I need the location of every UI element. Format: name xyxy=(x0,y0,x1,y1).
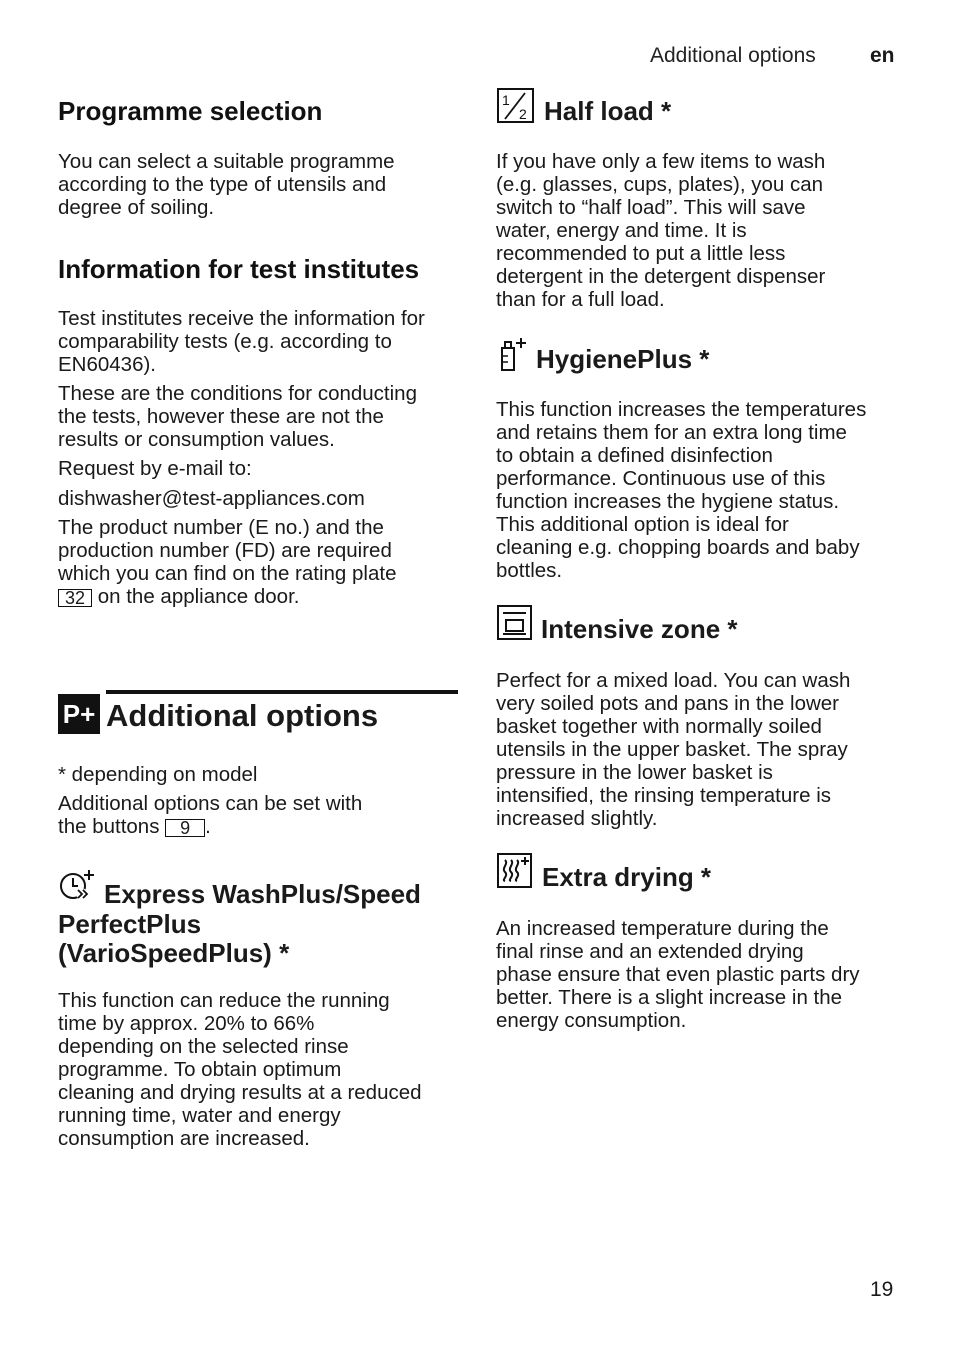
text-line: final rinse and an extended drying xyxy=(496,940,804,963)
text-line: consumption are increased. xyxy=(58,1127,310,1150)
hygiene-plus-heading: HygienePlus * xyxy=(536,344,710,374)
text-line: which you can find on the rating plate xyxy=(58,562,397,585)
half-load-heading: Half load * xyxy=(544,96,672,126)
test-institutes-section xyxy=(58,254,458,284)
test-institutes-heading: Information for test institutes xyxy=(58,254,420,284)
text-line: water, energy and time. It is xyxy=(496,219,747,242)
text-line: (e.g. glasses, cups, plates), you can xyxy=(496,173,824,196)
text-line: the tests, however these are not the xyxy=(58,405,384,428)
model-note xyxy=(58,763,458,786)
p-plus-badge-icon: P+ xyxy=(58,694,100,734)
text-line: pressure in the lower basket is xyxy=(496,761,773,784)
svg-text:1: 1 xyxy=(502,92,510,108)
text-line: cleaning and drying results at a reduced xyxy=(58,1081,422,1104)
test-institutes-para1 xyxy=(58,307,458,376)
extra-drying-heading: Extra drying * xyxy=(542,862,712,892)
svg-text:2: 2 xyxy=(519,106,527,122)
additional-options-title: Additional options xyxy=(106,698,379,733)
text-line: This additional option is ideal for xyxy=(496,513,789,536)
text-line: EN60436). xyxy=(58,353,157,376)
hygiene-plus-icon xyxy=(497,336,529,374)
text-line: phase ensure that even plastic parts dry xyxy=(496,963,860,986)
express-heading-line: PerfectPlus xyxy=(58,909,202,939)
title-rule xyxy=(106,690,458,694)
express-heading-line: Express WashPlus/Speed xyxy=(104,879,421,909)
programme-selection-text xyxy=(58,150,458,219)
text-line: very soiled pots and pans in the lower xyxy=(496,692,840,715)
test-institutes-para3 xyxy=(58,516,458,608)
text-line: than for a full load. xyxy=(496,288,665,311)
text-line: You can select a suitable programme xyxy=(58,150,395,173)
extra-drying-icon xyxy=(497,853,533,889)
text-line: better. There is a slight increase in the xyxy=(496,986,843,1009)
programme-selection-heading: Programme selection xyxy=(58,96,323,126)
express-text xyxy=(58,989,458,1150)
text-line: intensified, the rinsing temperature is xyxy=(496,784,832,807)
text-line: programme. To obtain optimum xyxy=(58,1058,342,1081)
text-line: If you have only a few items to wash xyxy=(496,150,826,173)
text-line: Additional options can be set with xyxy=(58,792,363,815)
language-code: en xyxy=(870,44,895,67)
text-line: bottles. xyxy=(496,559,563,582)
text-line: depending on the selected rinse xyxy=(58,1035,349,1058)
text-line: detergent in the detergent dispenser xyxy=(496,265,826,288)
text-line: cleaning e.g. chopping boards and baby xyxy=(496,536,860,559)
text-line: performance. Continuous use of this xyxy=(496,467,826,490)
depending-note: * depending on model xyxy=(58,763,258,786)
text-line: running time, water and energy xyxy=(58,1104,341,1127)
text-line xyxy=(58,815,458,838)
text-line: basket together with normally soiled xyxy=(496,715,822,738)
text-line: This function can reduce the running xyxy=(58,989,390,1012)
text-line: This function increases the temperatures xyxy=(496,398,867,421)
text-line: The product number (E no.) and the xyxy=(58,516,384,539)
request-text: Request by e-mail to: xyxy=(58,457,252,480)
text-line: switch to “half load”. This will save xyxy=(496,196,806,219)
test-institutes-para2 xyxy=(58,382,458,451)
text-line: These are the conditions for conducting xyxy=(58,382,417,405)
text-line: time by approx. 20% to 66% xyxy=(58,1012,315,1035)
text-line: recommended to put a little less xyxy=(496,242,786,265)
half-load-text xyxy=(496,150,896,311)
text-line: and retains them for an extra long time xyxy=(496,421,847,444)
text-line: degree of soiling. xyxy=(58,196,215,219)
additional-options-intro xyxy=(58,792,458,838)
buttons-prefix: the buttons xyxy=(58,815,166,838)
extra-drying-text xyxy=(496,917,896,1032)
intensive-zone-icon xyxy=(497,605,533,641)
text-line: according to the type of utensils and xyxy=(58,173,387,196)
express-heading xyxy=(58,879,458,967)
page-number: 19 xyxy=(870,1278,894,1301)
text-line: to obtain a defined disinfection xyxy=(496,444,773,467)
text-line xyxy=(58,585,458,608)
text-line: Test institutes receive the information for xyxy=(58,307,425,330)
text-line: comparability tests (e.g. according to xyxy=(58,330,392,353)
text-line: production number (FD) are required xyxy=(58,539,392,562)
text-line: energy consumption. xyxy=(496,1009,687,1032)
express-heading-line: (VarioSpeedPlus) * xyxy=(58,938,290,968)
rating-plate-ref-suffix: on the appliance door. xyxy=(92,585,300,608)
request-line xyxy=(58,457,458,480)
email-address: dishwasher@test-appliances.com xyxy=(58,487,365,510)
programme-selection-section xyxy=(58,96,458,126)
hygiene-plus-text xyxy=(496,398,896,582)
buttons-ref-box: 9 xyxy=(165,819,205,837)
text-line: Perfect for a mixed load. You can wash xyxy=(496,669,851,692)
text-line: increased slightly. xyxy=(496,807,658,830)
rating-plate-ref-box: 32 xyxy=(58,589,92,607)
text-line: function increases the hygiene status. xyxy=(496,490,840,513)
text-line: utensils in the upper basket. The spray xyxy=(496,738,848,761)
email-line xyxy=(58,487,458,510)
buttons-suffix: . xyxy=(205,815,211,838)
half-load-icon xyxy=(497,88,535,124)
intensive-zone-heading: Intensive zone * xyxy=(541,614,738,644)
text-line: results or consumption values. xyxy=(58,428,335,451)
running-header-section: Additional options xyxy=(650,44,816,67)
text-line: An increased temperature during the xyxy=(496,917,829,940)
intensive-zone-text xyxy=(496,669,896,830)
